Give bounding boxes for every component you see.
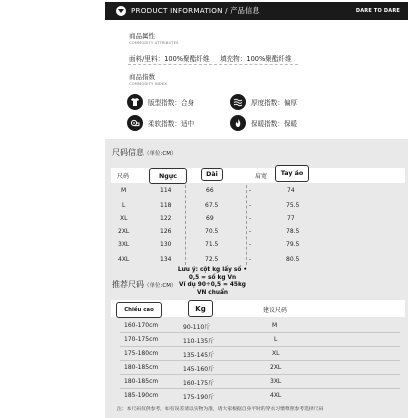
cell-sleeve: 79.5 [286, 241, 300, 248]
cell-height: 160-170cm [124, 322, 159, 329]
cell-sleeve: 77 [287, 215, 295, 222]
warmth-index-label: 保暖指数：保暖 [251, 120, 298, 128]
cell-sleeve: 78.5 [286, 228, 300, 235]
cell-height: 175-180cm [124, 350, 159, 357]
cell-length: 72.5 [205, 256, 219, 263]
cell-weight: 90-110斤 [183, 324, 211, 331]
cell-size: XL [120, 215, 128, 222]
flame-icon [230, 115, 246, 131]
cell-height: 185-190cm [124, 392, 159, 399]
thickness-index [230, 94, 297, 110]
divider [128, 64, 298, 65]
cell-shoulder: - [249, 202, 252, 209]
cell-size: 3XL [118, 241, 130, 248]
cell-weight: 160-175斤 [183, 380, 215, 387]
thickness-index-label: 厚度指数：偏厚 [251, 99, 298, 107]
cell-length: 71.5 [205, 241, 219, 248]
row-divider [120, 388, 400, 389]
cell-length: 66 [206, 187, 214, 194]
note-line: Lưu ý: cột kg lấy số • [177, 267, 248, 273]
cell-chest: 122 [160, 215, 172, 222]
recommend-title-text: 推荐尺码 [112, 280, 144, 289]
length-col-label: Dài [201, 168, 223, 181]
cell-chest: 126 [160, 228, 172, 235]
cell-shoulder: - [249, 256, 252, 263]
cell-shoulder: - [249, 187, 252, 194]
cell-suggested-size: 3XL [270, 378, 282, 385]
cell-chest: 114 [160, 187, 172, 194]
size-footnote: 注：本尺码仅供参考，如有误差请以实物为准，请大家根据自身平时的穿衣习惯尊照参考选择尺码 [117, 407, 324, 412]
cell-sleeve: 74 [287, 187, 295, 194]
cell-suggested-size: L [274, 336, 278, 343]
weight-col-label: Kg [188, 300, 213, 317]
cell-height: 180-185cm [124, 364, 159, 371]
cell-shoulder: - [249, 215, 252, 222]
size-info-title-text: 尺码信息 [112, 148, 144, 157]
cell-sleeve: 80.5 [286, 256, 300, 263]
attributes-title: 商品属性 [129, 32, 155, 40]
recommend-unit: （单位:CM） [144, 283, 177, 289]
size-info-unit: （单位:CM） [144, 151, 177, 157]
cell-length: 67.5 [205, 202, 219, 209]
sleeve-col-label: Tay áo [275, 165, 309, 182]
header-bar [105, 2, 408, 20]
tshirt-icon [127, 94, 143, 110]
cell-suggested-size: XL [272, 350, 280, 357]
cell-weight: 175-190斤 [183, 394, 215, 401]
softness-index-label: 柔软指数：适中 [148, 120, 195, 128]
fit-index [127, 94, 194, 110]
cell-height: 180-185cm [124, 378, 159, 385]
cell-weight: 145-160斤 [183, 366, 215, 373]
cloth-roll-icon [127, 115, 143, 131]
cell-size: M [121, 187, 127, 194]
cell-shoulder: - [249, 241, 252, 248]
suggested-size-col-label: 建议尺码 [263, 307, 288, 314]
cell-weight: 110-135斤 [183, 338, 215, 345]
warmth-index [230, 115, 297, 131]
conversion-note [175, 267, 250, 297]
cell-size: 4XL [118, 256, 130, 263]
fit-index-label: 版型指数：合身 [148, 99, 195, 107]
row-divider [120, 374, 400, 375]
column-divider [246, 185, 247, 265]
cell-length: 70.5 [205, 228, 219, 235]
cell-chest: 134 [160, 256, 172, 263]
size-col-label: 尺码 [117, 173, 130, 180]
row-divider [120, 346, 400, 347]
row-divider [120, 360, 400, 361]
header-brand-text: DARE TO DARE [355, 8, 400, 14]
shoulder-col-label: 肩宽 [255, 173, 268, 180]
recommend-title [112, 279, 176, 290]
cell-size: L [122, 202, 126, 209]
height-col-label: Chiều cao [116, 302, 162, 318]
attributes-subtitle: COMMODITY ATTRIBUTES [129, 41, 179, 45]
wave-icon [230, 94, 246, 110]
note-line: VN chuẩn [196, 289, 229, 296]
cell-chest: 130 [160, 241, 172, 248]
note-line: 0,5 = số kg Vn [188, 274, 237, 281]
softness-index [127, 115, 194, 131]
chevron-down-icon [116, 6, 126, 16]
filling-attribute: 填充物：100%聚酯纤维 [220, 55, 292, 63]
cell-suggested-size: M [272, 322, 278, 329]
header-title: PRODUCT INFORMATION / 产品信息 [131, 6, 260, 15]
row-divider [120, 332, 400, 333]
index-title: 商品指数 [129, 73, 155, 81]
column-divider [185, 185, 186, 265]
cell-shoulder: - [249, 228, 252, 235]
index-subtitle: COMMODITY INDEX [129, 82, 167, 86]
cell-height: 170-175cm [124, 336, 159, 343]
cell-suggested-size: 2XL [270, 364, 282, 371]
note-line: Ví dụ 90÷0,5 = 45kg [179, 282, 246, 289]
cell-size: 2XL [118, 228, 130, 235]
fabric-attribute: 面料/里料：100%聚酯纤维 [129, 55, 210, 63]
cell-suggested-size: 4XL [270, 392, 282, 399]
cell-length: 69 [206, 215, 214, 222]
cell-weight: 135-145斤 [183, 352, 215, 359]
cell-chest: 118 [160, 202, 172, 209]
cell-sleeve: 75.5 [286, 202, 300, 209]
chest-col-label: Ngực [149, 168, 187, 184]
size-info-title [112, 147, 176, 158]
